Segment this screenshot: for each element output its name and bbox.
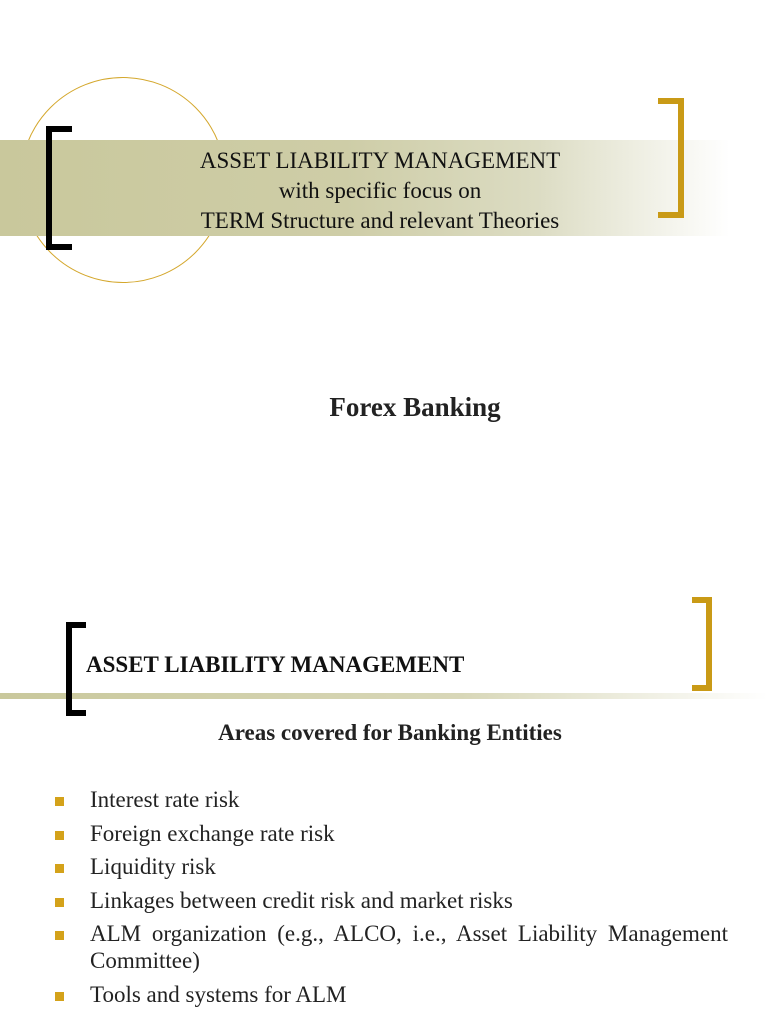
slide1-title-line-1: ASSET LIABILITY MANAGEMENT — [199, 148, 561, 173]
square-bullet-icon — [55, 992, 64, 1001]
square-bullet-icon — [55, 898, 64, 907]
list-item — [52, 981, 728, 1008]
slide2-title: ASSET LIABILITY MANAGEMENT — [86, 652, 465, 677]
slide1-title-line-3: TERM Structure and relevant Theories — [200, 208, 560, 233]
list-item-text: Liquidity risk — [90, 854, 216, 879]
bullet-list — [52, 786, 728, 1014]
list-item — [52, 887, 728, 914]
right-bracket-decoration — [658, 98, 684, 218]
square-bullet-icon — [55, 831, 64, 840]
slide1-title — [120, 146, 640, 236]
list-item-text: ALM organization (e.g., ALCO, i.e., Asset Liability Management Committee) — [90, 921, 728, 973]
slide1-subtitle: Forex Banking — [329, 392, 501, 422]
square-bullet-icon — [55, 797, 64, 806]
title-underline-band — [0, 693, 768, 699]
left-bracket-decoration — [66, 622, 86, 716]
list-item-text: Interest rate risk — [90, 787, 240, 812]
slide1-title-line-2: with specific focus on — [278, 178, 482, 203]
list-item — [52, 853, 728, 880]
list-item — [52, 920, 728, 974]
slide2-subheading: Areas covered for Banking Entities — [218, 720, 562, 745]
list-item-text: Tools and systems for ALM — [90, 981, 347, 1007]
list-item-text: Linkages between credit risk and market risks — [90, 887, 513, 913]
square-bullet-icon — [55, 864, 64, 873]
right-bracket-decoration — [692, 597, 712, 691]
list-item-text: Foreign exchange rate risk — [90, 820, 335, 846]
square-bullet-icon — [55, 931, 64, 940]
list-item — [52, 820, 728, 847]
list-item — [52, 786, 728, 813]
left-bracket-decoration — [46, 126, 72, 250]
